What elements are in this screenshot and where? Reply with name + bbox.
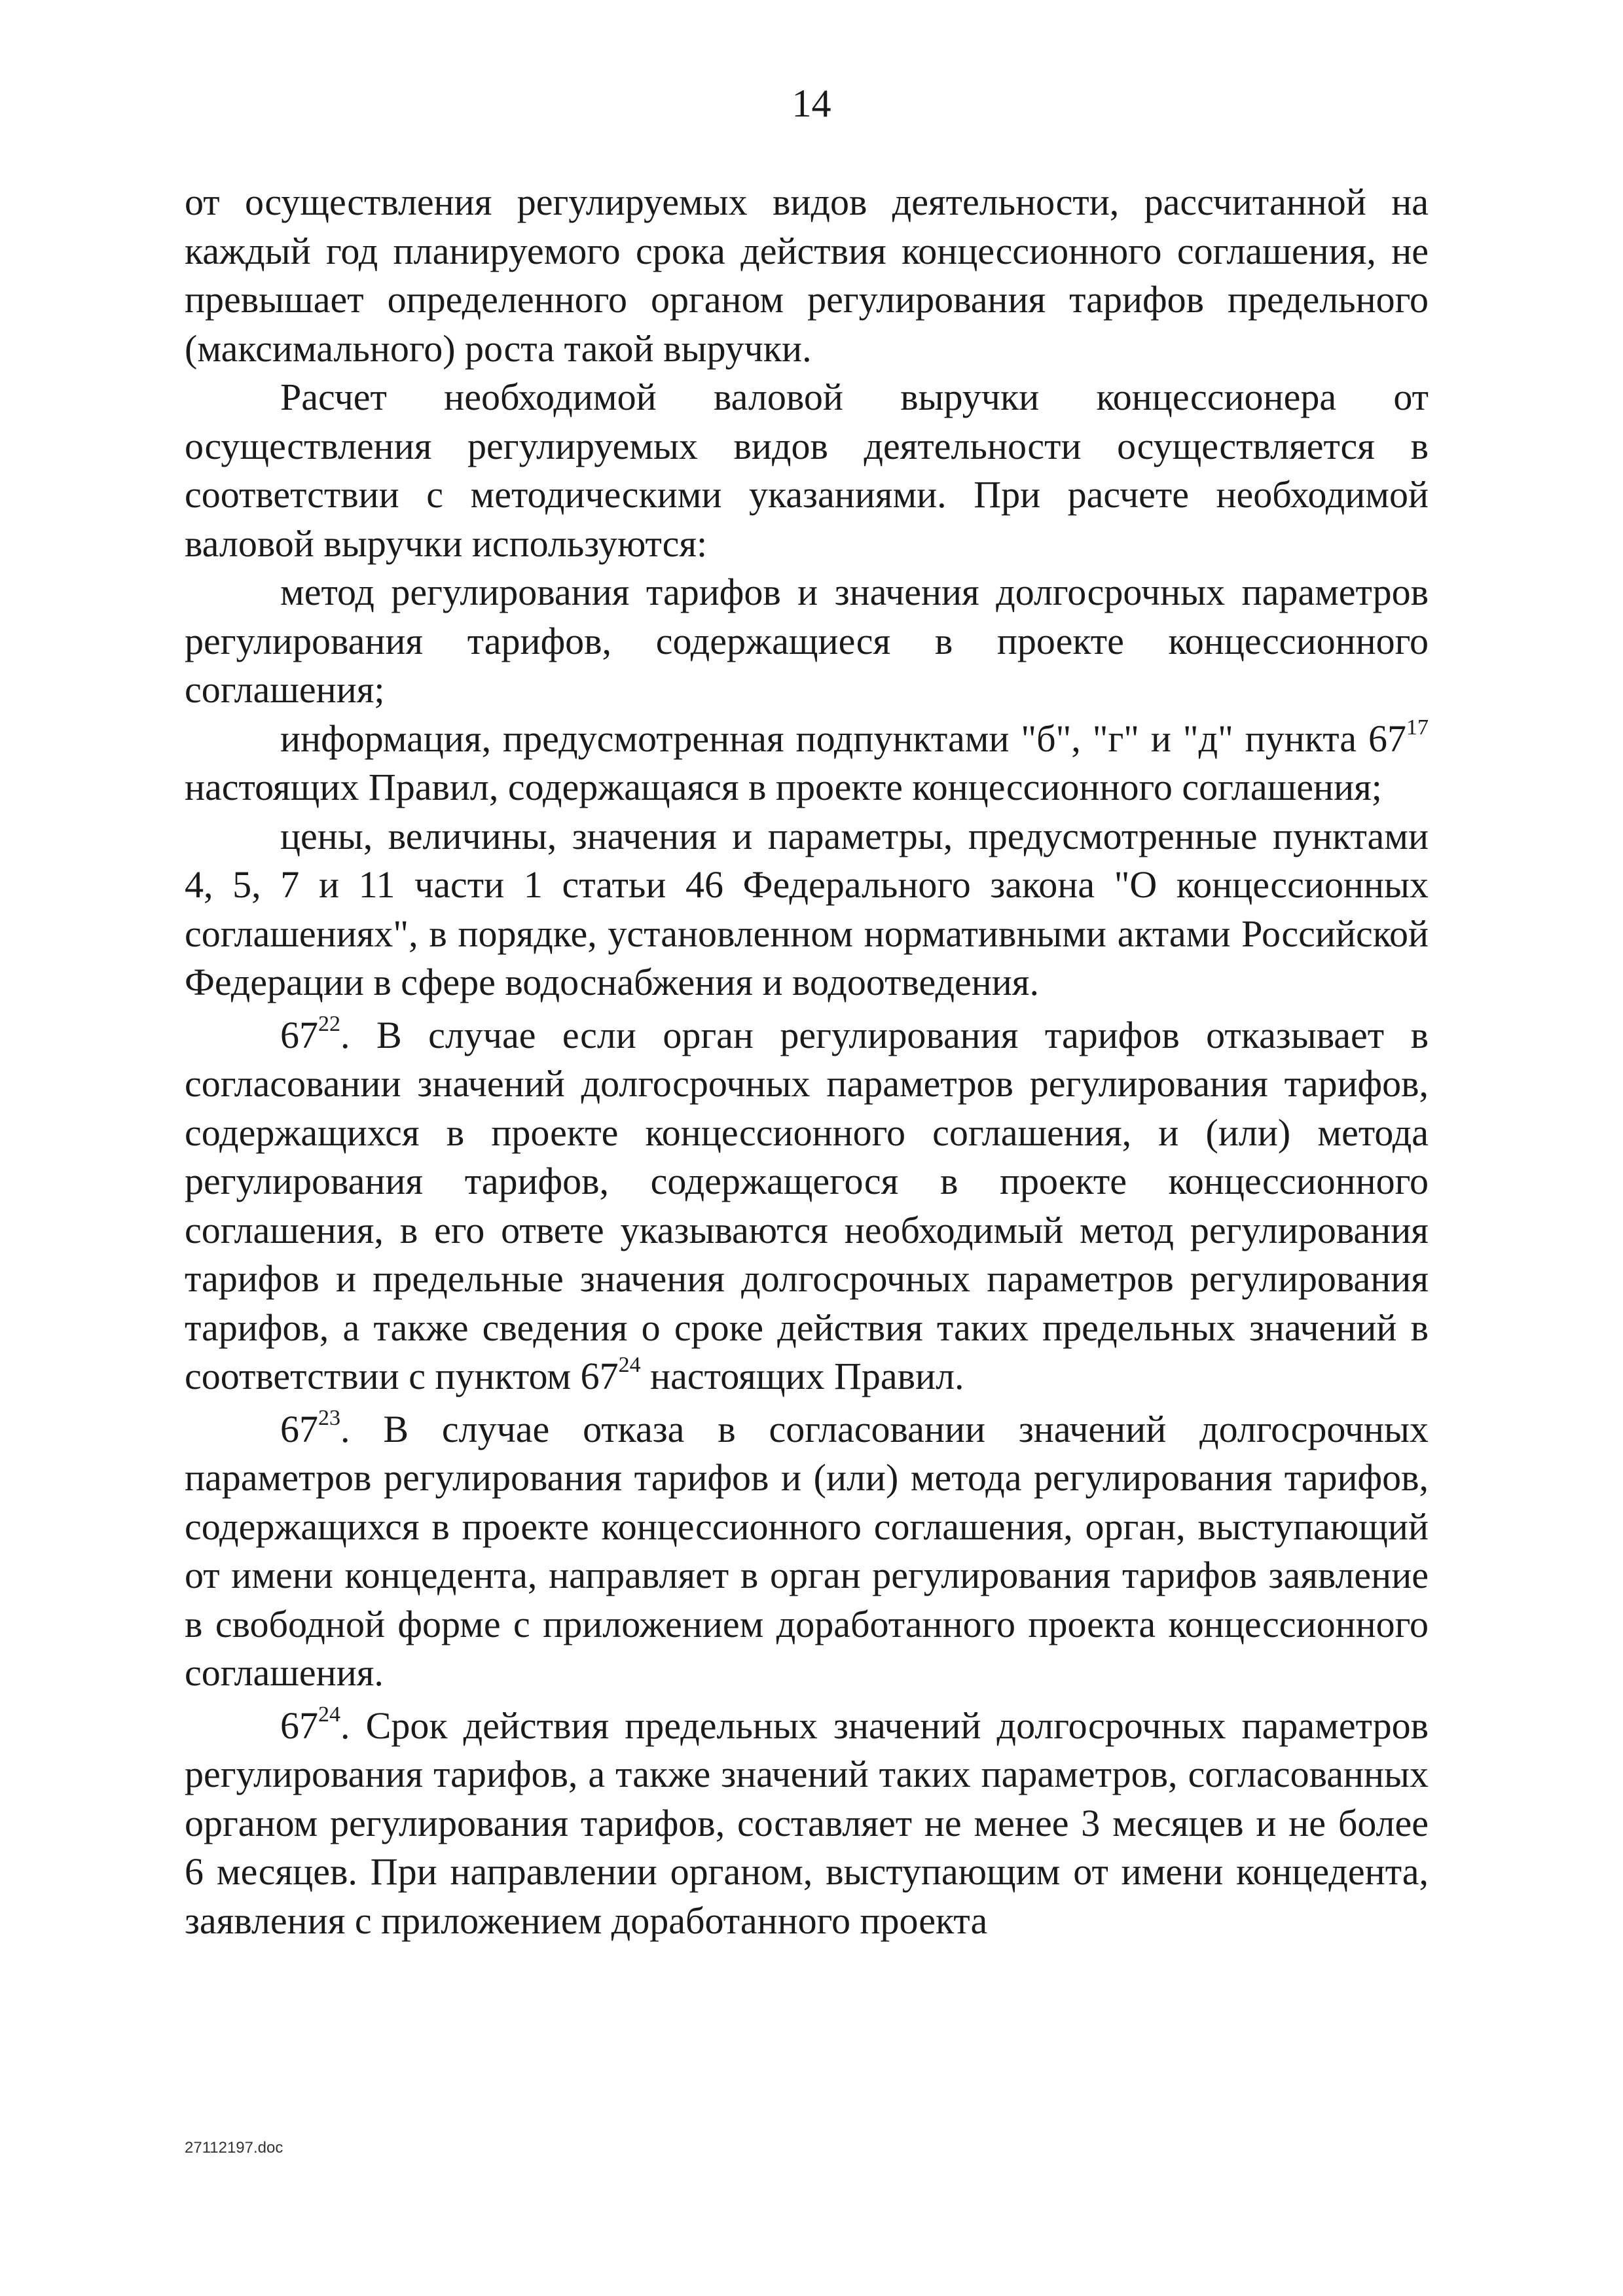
- clause-number: 67: [280, 1013, 318, 1056]
- clause-number-superscript: 23: [318, 1405, 340, 1430]
- document-body: [185, 178, 1429, 1945]
- clause-67-22: [185, 1011, 1429, 1401]
- list-item-information: [185, 715, 1429, 812]
- paragraph-text: . Срок действия предельных значений долгосрочных параметров регулирования тарифов, а также значений таких параметров, согласованных органом регулирования тарифов, составляет не менее 3 месяцев и не более 6 месяцев. При направлении органом, выступающим от имени концедента, заявления с приложением доработанного проекта: [185, 1704, 1429, 1942]
- clause-number: 67: [280, 1407, 318, 1450]
- paragraph-text: Расчет необходимой валовой выручки концессионера от осуществления регулируемых видов деятельности осуществляется в соответствии с методическими указаниями. При расчете необходимой валовой выручки используются:: [185, 376, 1429, 565]
- paragraph-text: информация, предусмотренная подпунктами "б", "г" и "д" пункта 67: [280, 717, 1406, 760]
- clause-number-superscript: 24: [318, 1702, 340, 1727]
- paragraph-continuation: [185, 178, 1429, 373]
- list-item-method: [185, 568, 1429, 715]
- paragraph-text: настоящих Правил, содержащаяся в проекте концессионного соглашения;: [185, 766, 1382, 808]
- clause-number: 67: [280, 1704, 318, 1747]
- paragraph-text: от осуществления регулируемых видов деятельности, рассчитанной на каждый год планируемого срока действия концессионного соглашения, не превышает определенного органом регулирования тарифов предельного (максимального) роста такой выручки.: [185, 181, 1429, 370]
- document-code: 27112197.doc: [185, 2139, 283, 2157]
- paragraph-calculation: [185, 373, 1429, 568]
- clause-number-superscript: 22: [318, 1011, 340, 1036]
- paragraph-text: настоящих Правил.: [640, 1355, 964, 1397]
- paragraph-text: метод регулирования тарифов и значения долгосрочных параметров регулирования тарифов, содержащиеся в проекте концессионного соглашения;: [185, 571, 1429, 711]
- clause-superscript: 24: [618, 1353, 641, 1377]
- list-item-prices: [185, 812, 1429, 1007]
- paragraph-text: . В случае отказа в согласовании значений долгосрочных параметров регулирования тарифов и (или) метода регулирования тарифов, содержащихся в проекте концессионного соглашения, орган, выступающий от имени концедента, направляет в орган регулирования тарифов заявление в свободной форме с приложением доработанного проекта концессионного соглашения.: [185, 1407, 1429, 1694]
- paragraph-text: . В случае если орган регулирования тарифов отказывает в согласовании значений долгосрочных параметров регулирования тарифов, содержащихся в проекте концессионного соглашения, и (или) метода регулирования тарифов, содержащегося в проекте концессионного соглашения, в его ответе указываются необходимый метод регулирования тарифов и предельные значения долгосрочных параметров регулирования тарифов, а также сведения о сроке действия таких предельных значений в соответствии с пунктом 67: [185, 1013, 1429, 1397]
- clause-67-23: [185, 1405, 1429, 1698]
- page-number: 14: [792, 82, 831, 125]
- clause-superscript: 17: [1406, 715, 1429, 740]
- paragraph-text: цены, величины, значения и параметры, предусмотренные пунктами 4, 5, 7 и 11 части 1 статьи 46 Федерального закона "О концессионных соглашениях", в порядке, установленном нормативными актами Российской Федерации в сфере водоснабжения и водоотведения.: [185, 814, 1429, 1003]
- clause-67-24: [185, 1702, 1429, 1946]
